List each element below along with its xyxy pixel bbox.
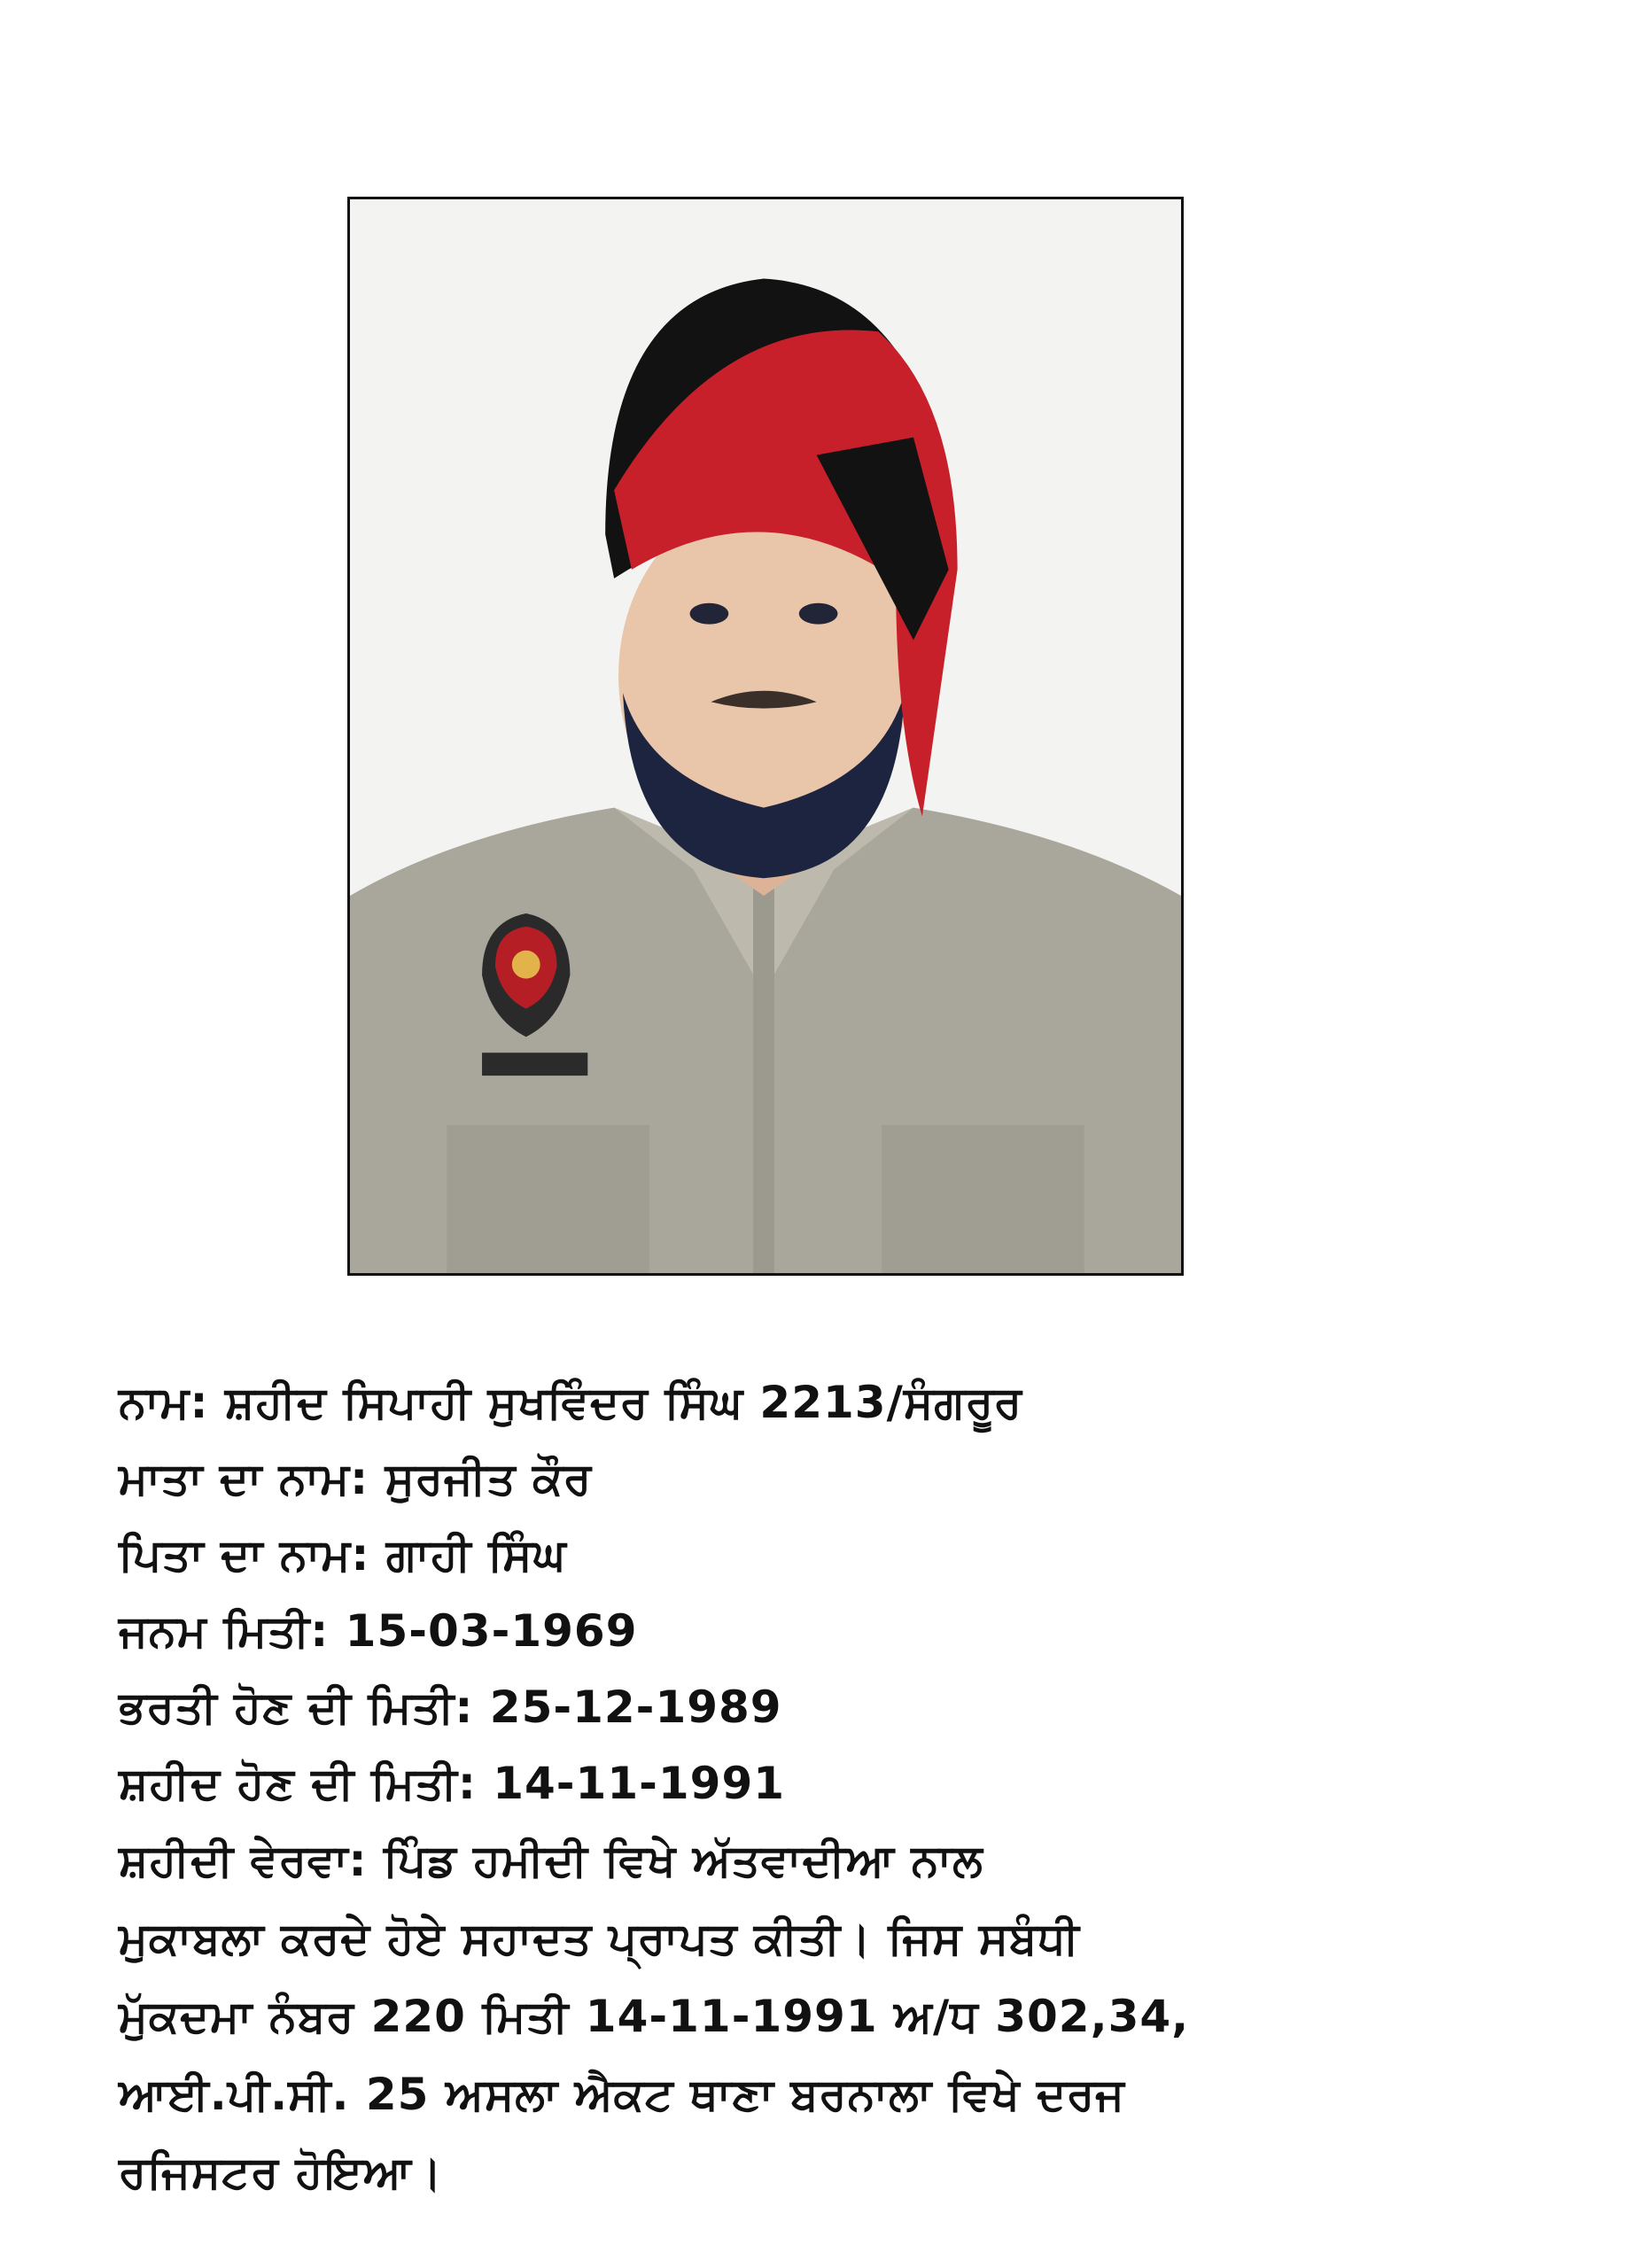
martyrdom-details-line: ਰਜਿਸਟਰ ਹੋਇਆ। [119, 2147, 443, 2198]
martyrdom-details-line: ਮੁਕਾਬਲਾ ਕਰਦੇ ਹੋਏ ਸਹਾਦਤ ਪ੍ਰਾਪਤ ਕੀਤੀ। ਜਿਸ ਸਬੰਧੀ [119, 1913, 1080, 1964]
portrait-image [350, 199, 1181, 1273]
martyrdom-details-paragraph [119, 1821, 1554, 2211]
martyrdom-date-line: ਸ਼ਹੀਦ ਹੋਣ ਦੀ ਮਿਤੀ: 14-11-1991 [119, 1758, 786, 1809]
martyr-details [119, 1364, 1554, 2211]
martyrdom-details-line: ਆਈ.ਪੀ.ਸੀ. 25 ਅਸਲਾ ਐਕਟ ਥਾਣਾ ਬਰਨਾਲਾ ਵਿਖੇ ਦਰਜ [119, 2069, 1125, 2120]
father-name-line: ਪਿਤਾ ਦਾ ਨਾਮ: ਗਾਹੀ ਸਿੰਘ [119, 1529, 567, 1581]
birth-date-line: ਜਨਮ ਮਿਤੀ: 15-03-1969 [119, 1605, 638, 1657]
martyrdom-details-line: ਸ਼ਹੀਦੀ ਵੇਰਵਾ: ਪਿੰਡ ਹਮੀਦੀ ਵਿਖੇ ਅੱਤਵਾਦੀਆ ਨਾਲ [119, 1835, 983, 1886]
martyrdom-details-line: ਮੁੱਕਦਮਾ ਨੰਬਰ 220 ਮਿਤੀ 14-11-1991 ਅ/ਧ 302,34, [119, 1991, 1190, 2042]
mother-name-line: ਮਾਤਾ ਦਾ ਨਾਮ: ਸੁਰਜੀਤ ਕੌਰ [119, 1453, 593, 1504]
name-line: ਨਾਮ: ਸ਼ਹੀਦ ਸਿਪਾਹੀ ਸੁਖਵਿੰਦਰ ਸਿੰਘ 2213/ਸੰਗਰੂਰ [119, 1377, 1022, 1428]
portrait-photo [347, 197, 1184, 1276]
recruitment-date-line: ਭਰਤੀ ਹੋਣ ਦੀ ਮਿਤੀ: 25-12-1989 [119, 1682, 782, 1733]
